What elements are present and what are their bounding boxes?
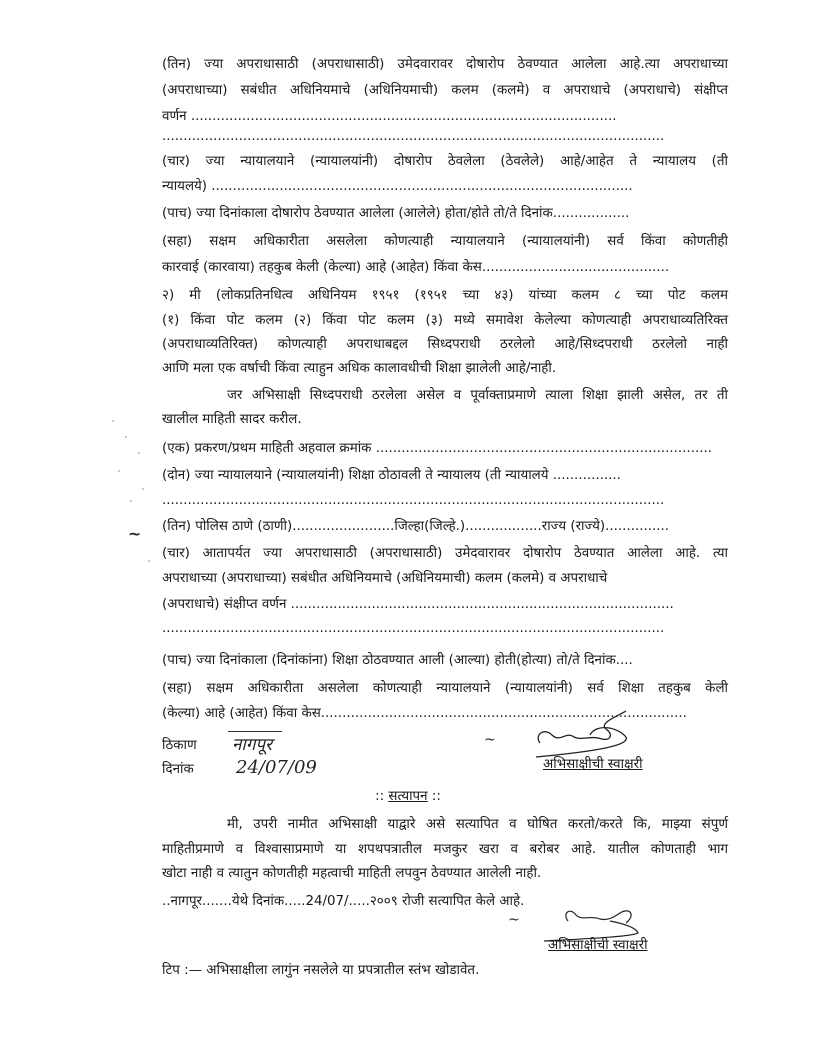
item-three-line-2: (अपराधाच्या) सबंधीत अधिनियमाचे (अधिनियमाची) कलम (कलमे) व अपराधाचे (अपराधाचे) संक्षीप्त — [162, 83, 728, 98]
tick-mark: ~ — [484, 732, 496, 748]
conviction-two-line-1: (दोन) ज्या न्यायालयाने (न्यायालयांनी) शिक्षा ठोठावली ते न्यायालय (ती न्यायालये ................ — [162, 468, 621, 483]
item-three-line-3: वर्णन .................................................................................................... — [162, 109, 617, 124]
item-six-line-2: कारवाई (कारवाया) तहकुब केली (केल्या) आहे (आहेत) किंवा केस............................................ — [162, 260, 670, 275]
para2-line-3: (अपराधाव्यतिरिक्त) कोणत्याही अपराधाबद्दल सिध्दपराधी ठरलेलो आहे/सिध्दपराधी ठरलेलो नाही — [162, 337, 728, 352]
scan-speck — [125, 436, 127, 438]
item-five-line-1: (पाच) ज्या दिनांकाला दोषारोप ठेवण्यात आलेला (आलेले) होता/होते तो/ते दिनांक.................. — [162, 206, 630, 221]
item-three-line-4: ...................................................................................................................... — [162, 129, 665, 144]
scan-speck — [130, 500, 132, 502]
item-six-line-1: (सहा) सक्षम अधिकारीता असलेला कोणत्याही न्यायालयाने (न्यायालयांनी) सर्व किंवा कोणतीही — [162, 234, 728, 249]
conviction-two-line-2: ...................................................................................................................... — [162, 493, 665, 508]
verification-line-1: मी, उपरी नामीत अभिसाक्षी याद्वारे असे सत्यापित व घोषित करतो/करते कि, माझ्या संपुर्ण — [227, 817, 728, 832]
item-three-line-1: (तिन) ज्या अपराधासाठी (अपराधासाठी) उमेदवारावर दोषारोप ठेवण्यात आलेला आहे.त्या अपराधाच्या — [162, 57, 728, 72]
conviction-four-line-1: (चार) आतापर्यत ज्या अपराधासाठी (अपराधासाठी) उमेदवारावर दोषारोप ठेवण्यात आलेला आहे. त्या — [162, 546, 728, 561]
conviction-three: (तिन) पोलिस ठाणे (ठाणी)........................जिल्हा(जिल्हे.)..................राज्य (राज्ये)............... — [162, 519, 670, 534]
scan-speck — [138, 452, 140, 454]
place-value-handwritten: नागपूर — [228, 731, 282, 755]
scan-speck — [112, 420, 114, 422]
conviction-one: (एक) प्रकरण/प्रथम माहिती अहवाल क्रमांक ............................................................................... — [162, 441, 712, 456]
verification-prefix: :: — [375, 789, 385, 804]
verification-line-3: खोटा नाही व त्यातुन कोणतीही महत्वाची माहिती लपवुन ठेवण्यात आलेली नाही. — [162, 866, 542, 881]
para2-line-1: २) मी (लोकप्रतिनधित्व अधिनियम १९५१ (१९५१ च्या ४३) यांच्या कलम ८ च्या पोट कलम — [162, 288, 728, 303]
verification-line-2: माहितीप्रमाणे व विश्वासाप्रमाणे या शपथपत्रातील मजकुर खरा व बरोबर आहे. यातील कोणताही भाग — [162, 842, 728, 857]
conditional-line-1: जर अभिसाक्षी सिध्दपराधी ठरलेला असेल व पूर्वाक्ताप्रमाणे त्याला शिक्षा झाली असेल, तर ती — [227, 388, 728, 403]
conviction-six-line-2: (केल्या) आहे (आहेत) किंवा केस...................................................................................... — [162, 706, 687, 721]
signature-label-2: अभिसाक्षीची स्वाक्षरी — [548, 938, 648, 953]
conviction-four-line-2: अपराधाच्या (अपराधाच्या) सबंधीत अधिनियमाचे (अधिनियमाची) कलम (कलमे) व अपराधाचे — [162, 571, 608, 586]
signature-mark-1 — [530, 705, 640, 760]
scan-speck — [142, 488, 144, 490]
para2-line-2: (१) किंवा पोट कलम (२) किंवा पोट कलम (३) मध्ये समावेश केलेल्या कोणत्याही अपराधाव्यतिरिक्त — [162, 313, 728, 328]
conviction-four-line-3: (अपराधाचे) संक्षीप्त वर्णन .......................................................................................... — [162, 597, 674, 612]
date-label: दिनांक — [162, 762, 194, 777]
date-value-handwritten: 24/07/09 — [236, 757, 317, 778]
item-four-line-2: न्यायलये) ................................................................................................... — [162, 179, 633, 194]
note-text: टिप :— अभिसाक्षीला लागुंन नसलेले या प्रपत्रातील स्तंभ खोडावेत. — [162, 963, 480, 978]
signature-label-1: अभिसाक्षीची स्वाक्षरी — [543, 757, 643, 772]
margin-mark: ~ — [128, 524, 142, 543]
verification-suffix: :: — [431, 789, 441, 804]
tick-mark-2: ~ — [508, 912, 520, 928]
item-four-line-1: (चार) ज्या न्यायालयाने (न्यायालयांनी) दोषारोप ठेवलेला (ठेवलेले) आहे/आहेत ते न्यायालय (ती — [162, 154, 728, 169]
verification-title — [0, 786, 816, 804]
conviction-four-line-4: ...................................................................................................................... — [162, 621, 665, 636]
conviction-six-line-1: (सहा) सक्षम अधिकारीता असलेला कोणत्याही न्यायालयाने (न्यायालयांनी) सर्व शिक्षा तहकुब केली — [162, 681, 728, 696]
place-label: ठिकाण — [162, 738, 197, 753]
conditional-line-2: खालील माहिती सादर करील. — [162, 412, 302, 427]
scan-speck — [118, 470, 120, 472]
verification-place-date-line: ..नागपूर.......येथे दिनांक.....24/07/.....२००९ रोजी सत्यापित केले आहे. — [162, 894, 525, 909]
para2-line-4: आणि मला एक वर्षाची किंवा त्याहुन अधिक कालावधीची शिक्षा झालेली आहे/नाही. — [162, 361, 557, 376]
scan-speck — [148, 560, 150, 562]
conviction-five: (पाच) ज्या दिनांकाला (दिनांकांना) शिक्षा ठोठवण्यात आली (आल्या) होती(होत्या) तो/ते दिनांक.... — [162, 653, 633, 668]
verification-title-text: सत्यापन — [388, 789, 428, 804]
